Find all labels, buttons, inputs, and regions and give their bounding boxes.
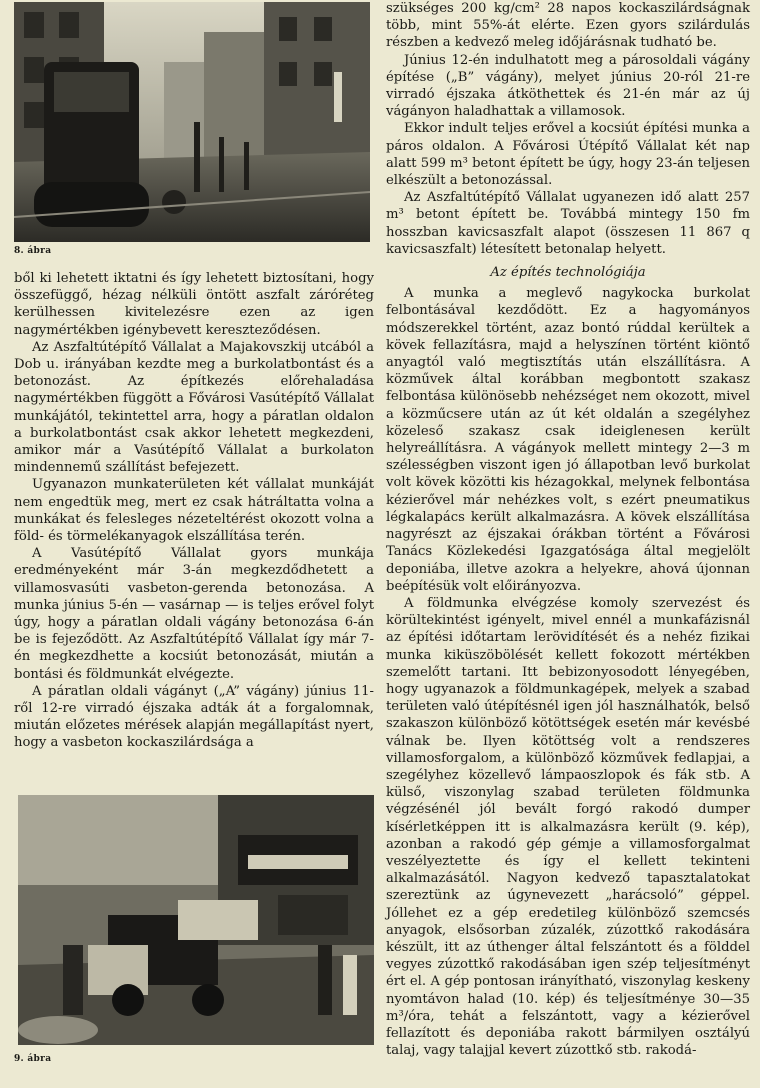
section-title: Az építés technológiája <box>490 265 646 281</box>
loader-machine-photo <box>18 795 374 1045</box>
paragraph: Az Aszfaltútépítő Vállalat ugyanezen idő alatt 257 m³ betont épített be. Továbbá mintegy 150 fm hosszban kavicsaszfalt alapot (összesen 11 867 q kavicsaszfalt) létesített betonalap helyett. <box>386 190 750 257</box>
figure-8-caption: 8. ábra <box>14 246 52 256</box>
figure-8-photo <box>14 2 370 242</box>
right-body-text <box>386 0 750 1059</box>
paragraph: szükséges 200 kg/cm² 28 napos kockaszilárdságnak több, mint 55%-át elérte. Ezen gyors szilárdulás részben a kedvező meleg időjárásnak tudható be. <box>386 1 750 51</box>
figure-9-photo <box>18 795 374 1045</box>
paragraph: ből ki lehetett iktatni és így lehetett biztosítani, hogy összefüggő, hézag nélküli öntött aszfalt záróréteg kerülhessen kivitelezésre ezen az igen nagymértékben igénybevett kereszteződésen. <box>14 271 374 338</box>
paragraph: A földmunka elvégzése komoly szervezést és körültekintést igényelt, mivel ennél a munkafázisnál az építési időtartam lerövidítését és a nehéz fizikai munka kiküszöbölését kellett fokozott mértékben szemelőtt tartani. Itt bebizonyosodott lényegében, hogy ugyanazok a földmunkagépek, melyek a szabad területen való útépítésnél igen jól használhatók, belső szakaszon különböző kötöttségek esetén már kevésbé válnak be. Ilyen kötöttség volt a rendszeres villamosforgalom, a különböző közművek fedlapjai, a szegélyhez közellevő lámpaoszlopok és fák stb. A külső, viszonylag szabad területen földmunka végzésénél jól bevált forgó rakodó dumper kísérletképpen itt is alkalmazásra került (9. kép), azonban a rakodó gép gémje a villamosforgalmat veszélyeztette és így el kellett tekinteni alkalmazásától. Nagyon kedvező tapasztalatokat szereztünk az úgynevezett „harácsoló” géppel. Jóllehet ez a gép eredetileg különböző szemcsés anyagok, elsősorban zúzalék, zúzottkő rakodására készült, itt az úthenger által felszántott és a földdel vegyes zúzottkő rakodásában igen szép teljesítményt ért el. A gép pontosan irányítható, viszonylag keskeny nyomtávon halad (10. kép) és teljesítménye 30—35 m³/óra, tehát a felszántott, vagy a kézierővel fellazított és deponiába rakott bármilyen osztályú talaj, vagy talajjal kevert zúzottkő stb. rakodá- <box>386 595 750 1059</box>
figure-9-caption: 9. ábra <box>14 1054 52 1064</box>
paragraph: Az Aszfaltútépítő Vállalat a Majakovszkij utcából a Dob u. irányában kezdte meg a burkolatbontást és a betonozást. Az építkezés előrehaladása nagymértékben függött a Fővárosi Vasútépítő Vállalat munkájától, tekintettel arra, hogy a páratlan oldalon a burkolatbontást csak akkor lehetett megkezdeni, amikor már a Vasútépítő Vállalat a burkolaton mindennemű szállítást befejezett. <box>14 339 374 476</box>
paragraph: A Vasútépítő Vállalat gyors munkája eredményeként már 3-án megkezdődhetett a villamosvasúti vasbeton-gerenda betonozása. A munka június 5-én — vasárnap — is teljes erővel folyt úgy, hogy a páratlan oldali vágány betonozása 6-án be is fejeződött. Az Aszfaltútépítő Vállalat így már 7-én megkezdhette a kocsiút betonozását, miután a bontási és földmunkát elvégezte. <box>14 546 374 682</box>
paragraph: Ugyanazon munkaterületen két vállalat munkáját nem engedtük meg, mert ez csak hátráltatta volna a munkákat és felesleges nézeteltérést okozott volna a föld- és törmelékanyagok elszállítása terén. <box>14 477 374 545</box>
paragraph: Június 12-én indulhatott meg a párosoldali vágány építése („B” vágány), melyet június 20-ról 21-re virradó éjszaka átköthettek és 21-én már az új vágányon haladhattak a villamosok. <box>386 52 750 120</box>
left-body-text <box>14 270 374 752</box>
paragraph: A páratlan oldali vágányt („A” vágány) június 11-ről 12-re virradó éjszaka adták át a forgalomnak, miután előzetes mérések alapján megállapítást nyert, hogy a vasbeton kockaszilárdsága a <box>14 683 374 751</box>
left-column <box>14 0 374 1064</box>
paragraph: Ekkor indult teljes erővel a kocsiút építési munka a páros oldalon. A Fővárosi Útépítő Vállalat két nap alatt 599 m³ betont épített be úgy, hogy 23-án teljesen elkészült a betonozással. <box>386 121 750 189</box>
street-roller-photo <box>14 2 370 242</box>
right-column <box>386 0 750 1059</box>
paragraph: A munka a meglevő nagykocka burkolat felbontásával kezdődött. Ez a hagyományos módszerekkel történt, azaz bontó rúddal kerültek a kövek fellazításra, majd a helyszínen történt kiöntő anyagtól való megtisztítás után elszállításra. A közművek által korábban megbontott szakasz felbontása különösebb nehézséget nem okozott, mivel a közműcsere után az út két oldalán a szegélyhez közeleső szakasz csak ideiglenesen került helyreállításra. A vágányok mellett mintegy 2—3 m szélességben viszont igen jó állapotban levő burkolat volt kövek közötti kis hézagokkal, melynek felbontása kézierővel már nehézkes volt, s ezért pneumatikus légkalapács került alkalmazásra. A kövek elszállítása nagyrészt az éjszakai órákban történt a Fővárosi Tanács Közlekedési Igazgatósága által megjelölt deponiába, illetve azokra a helyekre, ahová újonnan beépítésük volt előirányozva. <box>386 286 750 594</box>
